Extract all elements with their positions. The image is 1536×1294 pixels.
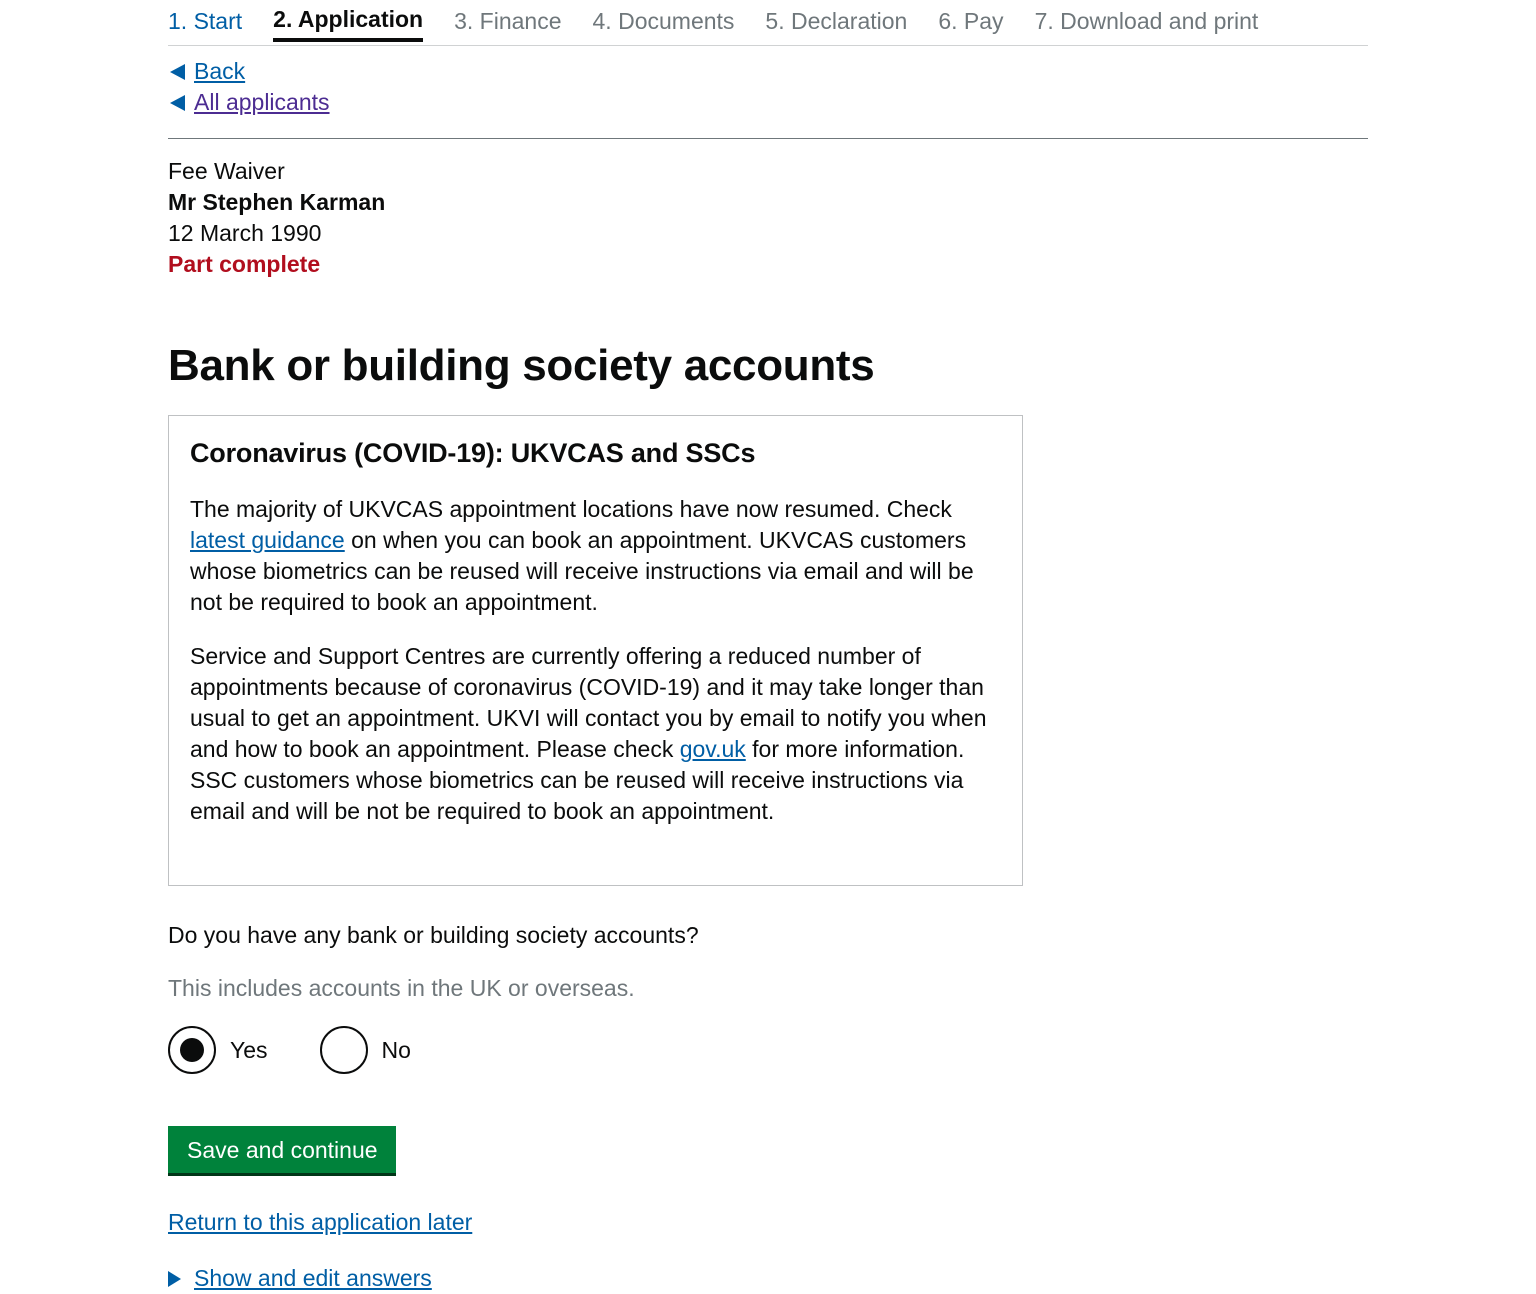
notice-paragraph-ukvcas bbox=[190, 494, 1001, 618]
applicant-dob: 12 March 1990 bbox=[168, 220, 322, 246]
bank-accounts-radio-group bbox=[168, 1026, 1368, 1074]
page-title: Bank or building society accounts bbox=[168, 341, 875, 390]
show-edit-answers-toggle[interactable] bbox=[168, 1263, 1368, 1294]
notice-paragraph-ssc bbox=[190, 641, 1001, 827]
step-finance: 3. Finance bbox=[454, 8, 562, 34]
notice-text: on when you can book an appointment. UKVCAS customers whose biometrics can be reused will receive instructions via email and will be not be required to book an appointment. bbox=[190, 527, 974, 615]
all-applicants-link-row bbox=[168, 87, 1368, 118]
notice-text: Service and Support Centres are currently offering a reduced number of appointments because of coronavirus (COVID-19) and it may take longer than usual to get an appointment. UKVI will contact you by email to notify you when and how to book an appointment. Please check bbox=[190, 643, 987, 762]
step-application: 2. Application bbox=[273, 0, 423, 42]
status-label: Part complete bbox=[168, 251, 321, 277]
back-link[interactable]: Back bbox=[194, 58, 246, 84]
all-applicants-link[interactable]: All applicants bbox=[194, 89, 330, 115]
question-hint: This includes accounts in the UK or overseas. bbox=[168, 975, 635, 1001]
radio-yes[interactable] bbox=[168, 1026, 268, 1074]
gov-uk-link[interactable]: gov.uk bbox=[679, 736, 746, 762]
step-start[interactable]: 1. Start bbox=[168, 8, 243, 34]
notice-text: for more information. SSC customers whose biometrics can be reused will receive instructions via email and will be not be required to book an appointment. bbox=[190, 736, 965, 824]
show-edit-answers-link[interactable]: Show and edit answers bbox=[194, 1265, 432, 1291]
latest-guidance-link[interactable]: latest guidance bbox=[190, 527, 345, 553]
back-arrow-icon bbox=[170, 64, 185, 80]
back-links bbox=[168, 46, 1368, 139]
application-type: Fee Waiver bbox=[168, 158, 285, 184]
save-and-continue-button[interactable]: Save and continue bbox=[168, 1126, 396, 1173]
step-download-print: 7. Download and print bbox=[1034, 8, 1259, 34]
covid-notice-panel bbox=[168, 415, 1023, 886]
applicant-name: Mr Stephen Karman bbox=[168, 189, 386, 215]
step-documents: 4. Documents bbox=[592, 8, 735, 34]
step-navigation bbox=[168, 0, 1368, 46]
notice-heading: Coronavirus (COVID-19): UKVCAS and SSCs bbox=[190, 438, 756, 468]
back-link-row bbox=[168, 56, 1368, 87]
radio-no-label[interactable]: No bbox=[381, 1036, 411, 1063]
notice-text: The majority of UKVCAS appointment locations have now resumed. Check bbox=[190, 496, 952, 522]
expand-arrow-icon[interactable] bbox=[168, 1271, 181, 1287]
step-declaration: 5. Declaration bbox=[765, 8, 908, 34]
radio-yes-label[interactable]: Yes bbox=[230, 1036, 268, 1063]
page-container bbox=[168, 0, 1368, 1294]
applicant-summary bbox=[168, 139, 1368, 280]
question-label: Do you have any bank or building society accounts? bbox=[168, 922, 699, 948]
back-arrow-icon bbox=[170, 95, 185, 111]
step-pay: 6. Pay bbox=[938, 8, 1004, 34]
radio-yes-circle[interactable] bbox=[168, 1026, 216, 1074]
return-later-link[interactable]: Return to this application later bbox=[168, 1209, 473, 1235]
radio-no-circle[interactable] bbox=[320, 1026, 368, 1074]
radio-no[interactable] bbox=[320, 1026, 411, 1074]
